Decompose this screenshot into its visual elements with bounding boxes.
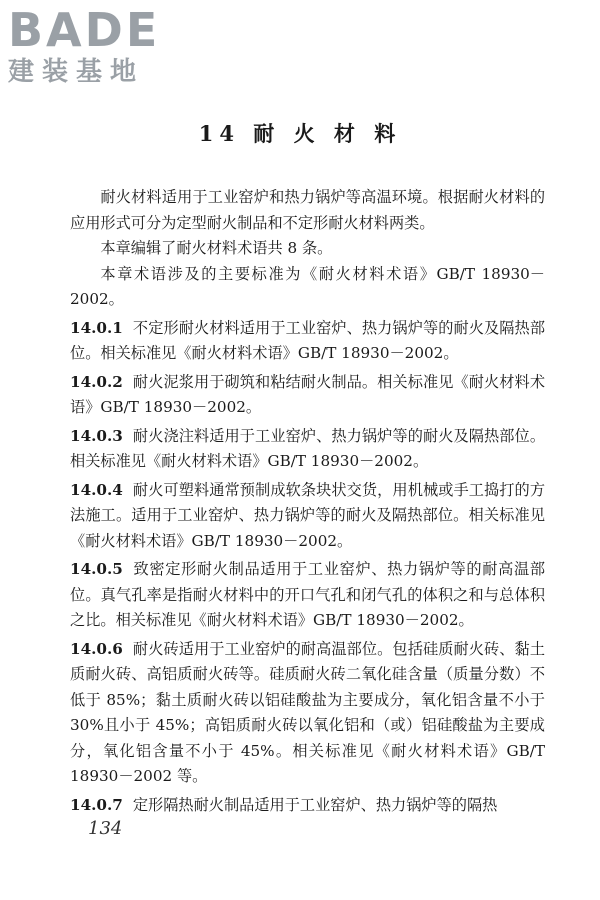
logo-brand: BADE [8, 3, 161, 57]
clause-14-0-1 [70, 316, 545, 367]
clause-number: 14.0.1 [70, 318, 123, 337]
clause-text: 致密定形耐火制品适用于工业窑炉、热力锅炉等的耐高温部位。真气孔率是指耐火材料中的开口气孔和闭气孔的体积之和与总体积之比。相关标准见《耐火材料术语》GB/T 18930－2002。 [70, 560, 545, 629]
logo [8, 4, 178, 88]
intro-paragraph: 本章编辑了耐火材料术语共 8 条。 [100, 239, 333, 257]
clause-text: 不定形耐火材料适用于工业窑炉、热力锅炉等的耐火及隔热部位。相关标准见《耐火材料术语》GB/T 18930－2002。 [70, 318, 545, 362]
logo-subtitle: 建装基地 [8, 57, 145, 87]
clause-text: 耐火砖适用于工业窑炉的耐高温部位。包括硅质耐火砖、黏土质耐火砖、高铝质耐火砖等。硅质耐火砖二氧化硅含量（质量分数）不低于 85%；黏土质耐火砖以铝硅酸盐为主要成分，氧化铝含量不小于 30%且小于 45%；高铝质耐火砖以氧化铝和（或）铝硅酸盐为主要成分，氧化铝含量不小于 45%。相关标准见《耐火材料术语》GB/T 18930－2002 等。 [70, 639, 545, 785]
clause-number: 14.0.5 [70, 560, 123, 578]
clause-14-0-4 [70, 478, 545, 555]
clause-number: 14.0.2 [70, 372, 123, 391]
intro-paragraph: 本章术语涉及的主要标准为《耐火材料术语》GB/T 18930－2002。 [70, 264, 545, 308]
clause-text: 耐火泥浆用于砌筑和粘结耐火制品。相关标准见《耐火材料术语》GB/T 18930－2002。 [70, 372, 545, 416]
clause-14-0-3 [70, 424, 545, 475]
clause-number: 14.0.3 [70, 426, 123, 445]
clause-text: 耐火可塑料通常预制成软条块状交货，用机械或手工捣打的方法施工。适用于工业窑炉、热力锅炉等的耐火及隔热部位。相关标准见《耐火材料术语》GB/T 18930－2002。 [70, 480, 545, 550]
clause-number: 14.0.7 [70, 795, 123, 814]
clause-14-0-6 [70, 637, 545, 790]
page-body [70, 185, 545, 818]
clause-14-0-7 [70, 793, 545, 819]
clause-14-0-2 [70, 370, 545, 421]
clause-number: 14.0.4 [70, 480, 123, 499]
clause-text: 定形隔热耐火制品适用于工业窑炉、热力锅炉等的隔热 [132, 795, 498, 814]
chapter-title: 14 耐 火 材 料 [198, 121, 402, 146]
clause-text: 耐火浇注料适用于工业窑炉、热力锅炉等的耐火及隔热部位。相关标准见《耐火材料术语》GB/T 18930－2002。 [70, 426, 545, 470]
intro-paragraph: 耐火材料适用于工业窑炉和热力锅炉等高温环境。根据耐火材料的应用形式可分为定型耐火制品和不定形耐火材料两类。 [70, 188, 545, 232]
clause-14-0-5 [70, 557, 545, 634]
clause-number: 14.0.6 [70, 639, 123, 658]
page-number: 134 [88, 818, 123, 839]
